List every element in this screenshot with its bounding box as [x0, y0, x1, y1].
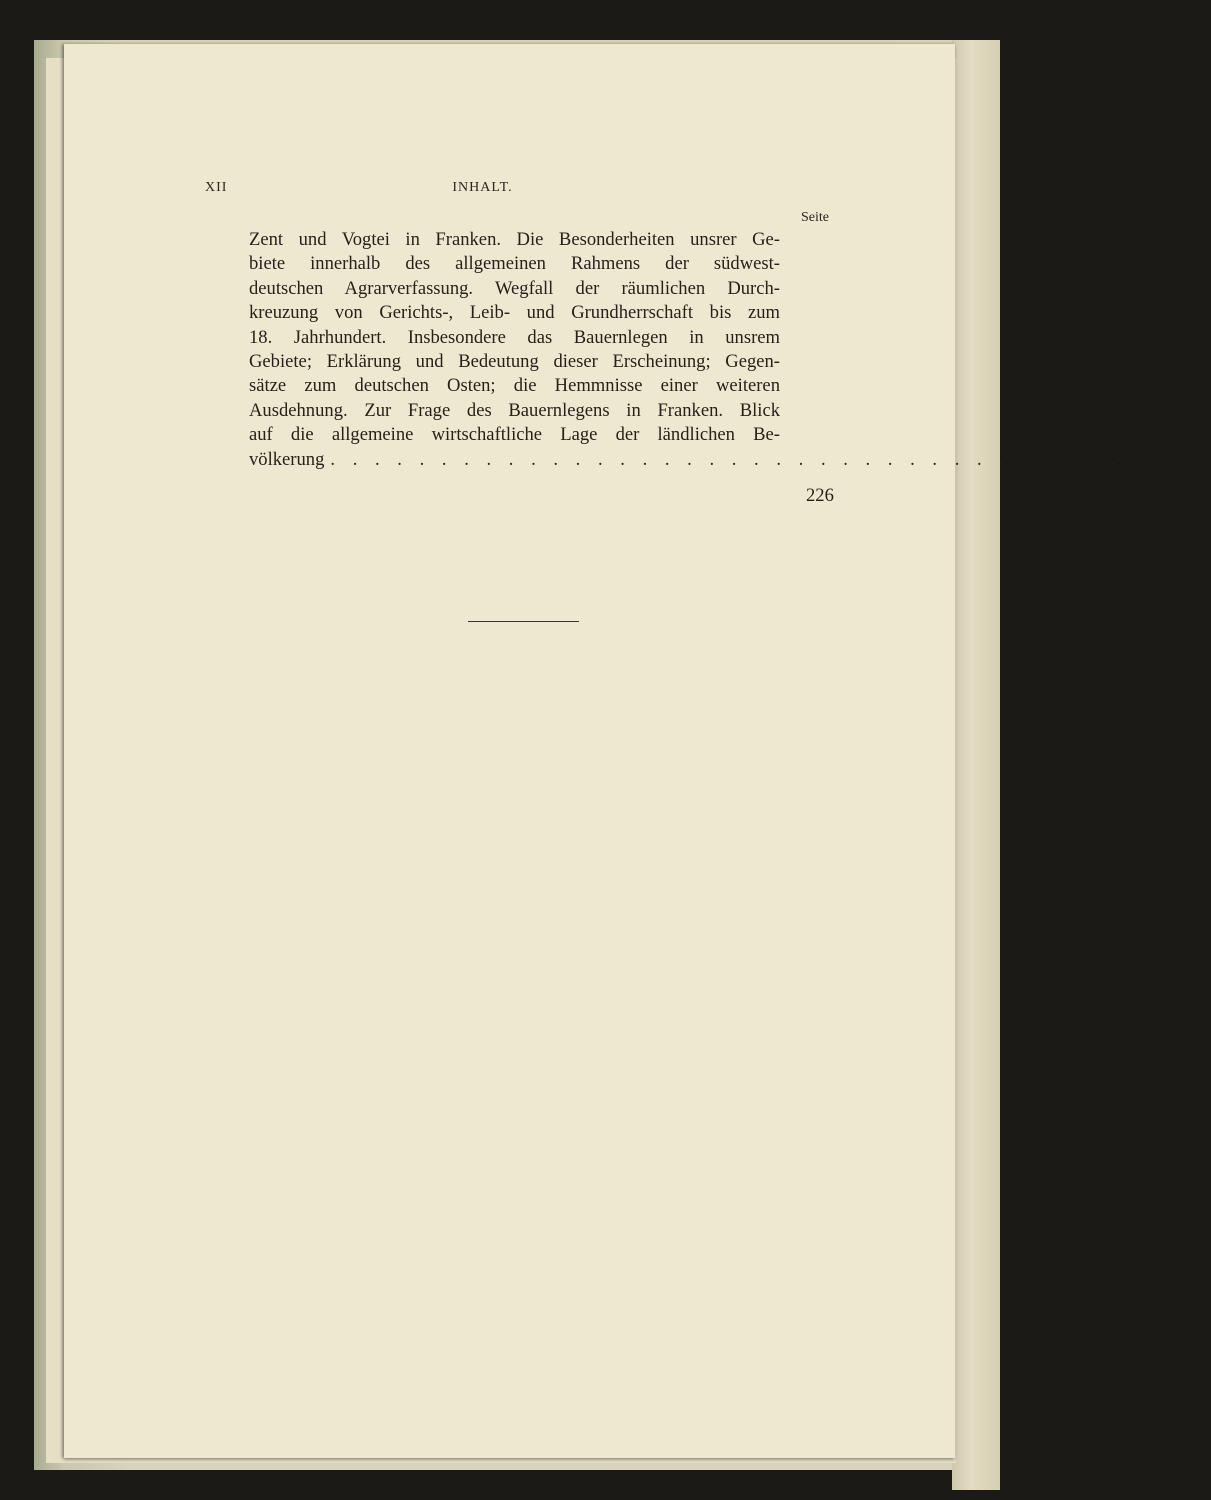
- book-page: [64, 44, 1211, 1458]
- page-column-label: Seite: [801, 210, 829, 225]
- toc-page-number: 226: [806, 485, 834, 506]
- toc-line: Zent und Vogtei in Franken. Die Besonderheiten unsrer Ge-: [249, 229, 780, 250]
- facing-page-edge: [952, 40, 1000, 1490]
- toc-line: auf die allgemeine wirtschaftliche Lage der ländlichen Be-: [249, 424, 780, 446]
- dot-leader: . . . . . . . . . . . . . . . . . . . . . . . . . . . . . . . . . . . . . . . .: [330, 448, 1211, 470]
- toc-line: kreuzung von Gerichts-, Leib- und Grundherrschaft bis zum: [249, 302, 780, 324]
- toc-line: biete innerhalb des allgemeinen Rahmens der südwest-: [249, 253, 780, 275]
- toc-line: 18. Jahrhundert. Insbesondere das Bauernlegen in unsrem: [249, 326, 780, 348]
- toc-line: sätze zum deutschen Osten; die Hemmnisse einer weiteren: [249, 375, 780, 397]
- toc-entry: [249, 228, 1211, 472]
- toc-line: deutschen Agrarverfassung. Wegfall der räumlichen Durch-: [249, 277, 780, 299]
- page-number-roman: XII: [205, 180, 228, 195]
- toc-last-line: [249, 448, 1211, 472]
- running-title: INHALT.: [452, 180, 513, 195]
- section-divider-rule: [468, 621, 579, 622]
- toc-line: Ausdehnung. Zur Frage des Bauernlegens in Franken. Blick: [249, 399, 780, 421]
- toc-last-word: völkerung: [249, 448, 325, 470]
- toc-line: Gebiete; Erklärung und Bedeutung dieser Erscheinung; Gegen-: [249, 351, 780, 373]
